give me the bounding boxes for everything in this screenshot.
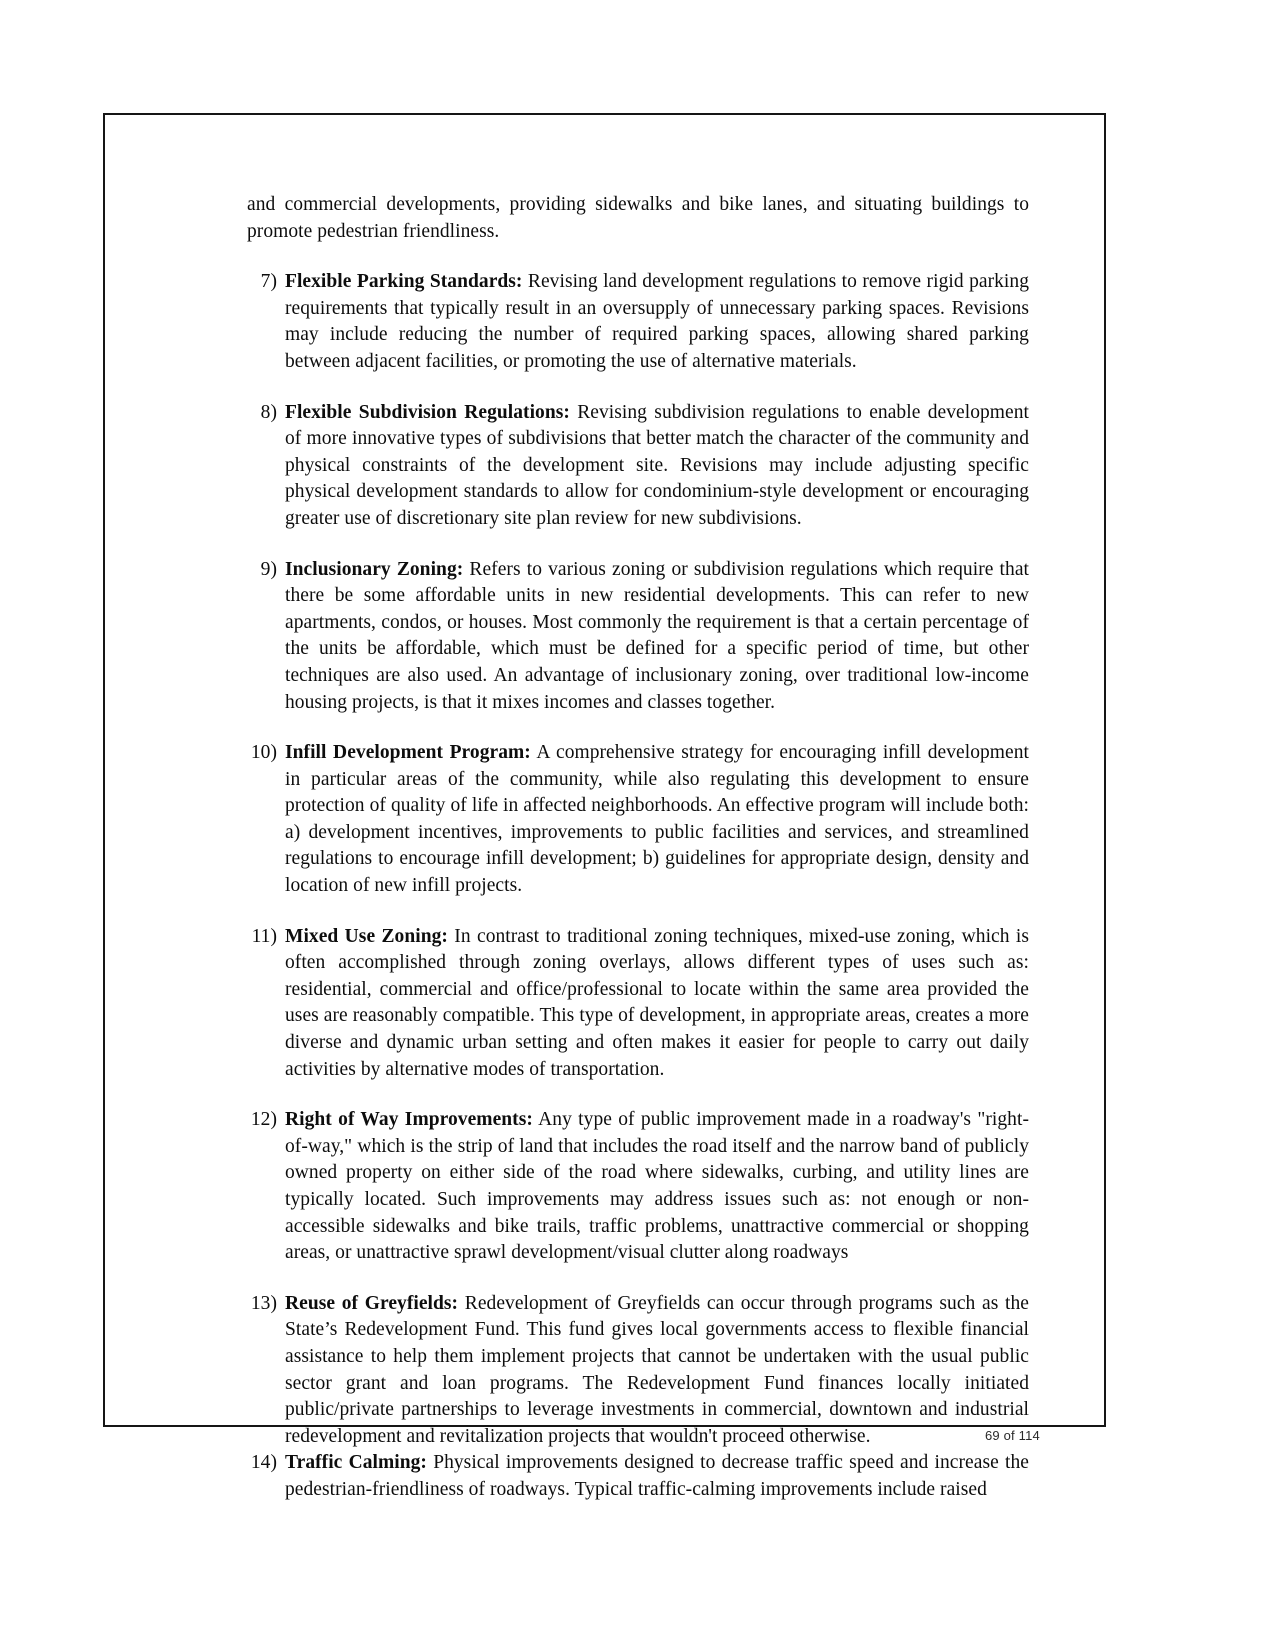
list-item-number: 9) — [260, 558, 277, 580]
list-item-number: 8) — [260, 401, 277, 423]
list-item-body: In contrast to traditional zoning techniques, mixed-use zoning, which is often accomplished through zoning overlays, allows different types of uses such as: residential, commercial and office/professional to locate within the same area provided the uses are reasonably compatible. This type of development, in appropriate areas, creates a more diverse and dynamic urban setting and often makes it easier for people to carry out daily activities by alternative modes of transportation. — [285, 925, 1030, 1080]
list-item-body: Revising land development regulations to remove rigid parking requirements that typically result in an oversupply of unnecessary parking spaces. Revisions may include reducing the number of required parking spaces, allowing shared parking between adjacent facilities, or promoting the use of alternative materials. — [285, 271, 1029, 372]
list-item-term: Infill Development Program: — [285, 742, 531, 764]
list-item — [247, 269, 1029, 375]
list-item-term: Flexible Subdivision Regulations: — [285, 401, 570, 423]
intro-paragraph: and commercial developments, providing sidewalks and bike lanes, and situating buildings to promote pedestrian friendliness. — [247, 194, 1029, 242]
page-number-footer: 69 of 114 — [984, 1428, 1040, 1443]
list-item-number: 13) — [250, 1292, 277, 1314]
list-item-body: Redevelopment of Greyfields can occur through programs such as the State’s Redevelopment Fund. This fund gives local governments access to flexible financial assistance to help them implement projects that cannot be undertaken with the usual public sector grant and loan programs. The Redevelopment Fund finances locally initiated public/private partnerships to leverage investments in commercial, downtown and industrial redevelopment and revitalization projects that wouldn't proceed otherwise. — [285, 1292, 1029, 1447]
list-item-body: Revising subdivision regulations to enable development of more innovative types of subdivisions that better match the character of the community and physical constraints of the development site. Revisions may include adjusting specific physical development standards to allow for condominium-style development or encouraging greater use of discretionary site plan review for new subdivisions. — [285, 401, 1029, 529]
document-content — [247, 192, 1029, 1504]
list-item-number: 12) — [250, 1109, 277, 1131]
list-item-term: Reuse of Greyfields: — [285, 1292, 459, 1314]
list-item — [247, 1291, 1029, 1451]
list-item-body: Any type of public improvement made in a roadway's "right-of-way," which is the strip of land that includes the road itself and the narrow band of publicly owned property on either side of the road where sidewalks, curbing, and utility lines are typically located. Such improvements may address issues such as: not enough or non-accessible sidewalks and bike trails, traffic problems, unattractive commercial or shopping areas, or unattractive sprawl development/visual clutter along roadways — [285, 1109, 1029, 1264]
list-item-term: Inclusionary Zoning: — [285, 558, 464, 580]
numbered-definition-list — [247, 269, 1029, 1503]
list-item — [247, 557, 1029, 717]
list-item — [247, 924, 1029, 1084]
list-item-number: 10) — [250, 742, 277, 764]
list-item-term: Right of Way Improvements: — [285, 1109, 533, 1131]
list-item-number: 7) — [260, 271, 277, 293]
list-item-term: Mixed Use Zoning: — [285, 925, 448, 947]
list-item — [247, 1107, 1029, 1267]
list-item-body: Refers to various zoning or subdivision regulations which require that there be some affordable units in new residential developments. This can refer to new apartments, condos, or houses. Most commonly the requirement is that a certain percentage of the units be affordable, which must be defined for a specific period of time, but other techniques are also used. An advantage of inclusionary zoning, over traditional low-income housing projects, is that it mixes incomes and classes together. — [285, 558, 1029, 713]
list-item-number: 11) — [251, 925, 277, 947]
list-item-term: Traffic Calming: — [285, 1452, 427, 1474]
list-item — [247, 1450, 1029, 1503]
list-item-term: Flexible Parking Standards: — [285, 271, 523, 293]
list-item — [247, 740, 1029, 900]
list-item-body: Physical improvements designed to decrease traffic speed and increase the pedestrian-friendliness of roadways. Typical traffic-calming improvements include raised — [285, 1452, 1029, 1500]
list-item — [247, 400, 1029, 533]
list-item-body: A comprehensive strategy for encouraging infill development in particular areas of the community, while also regulating this development to ensure protection of quality of life in affected neighborhoods. An effective program will include both: a) development incentives, improvements to public facilities and services, and streamlined regulations to encourage infill development; b) guidelines for appropriate design, density and location of new infill projects. — [285, 742, 1029, 897]
list-item-number: 14) — [250, 1452, 277, 1474]
